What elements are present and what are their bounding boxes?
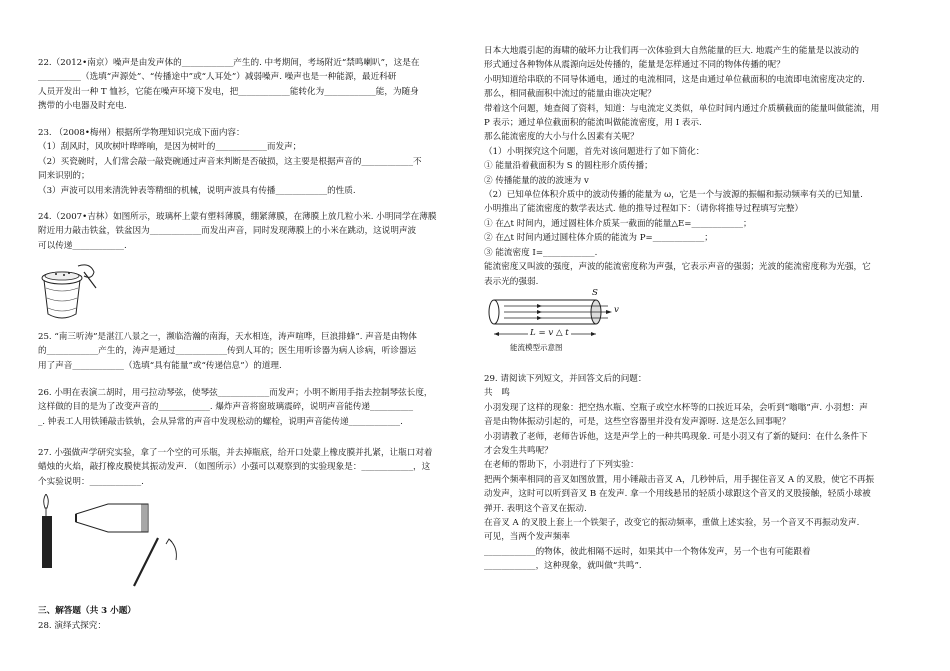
question-28	[38, 619, 466, 633]
q25-line: 的____________产生的，涛声是通过____________传到人耳的；医生用听诊器为病人诊病，听诊器运	[38, 346, 417, 357]
question-24	[38, 210, 466, 253]
q28-title: 28. 演绎式探究：	[38, 621, 106, 631]
q27-line: 蜡烛的火焰，敲打橡皮膜使其振动发声. （如图所示）小强可以观察到的实验现象是：____________，这	[38, 462, 431, 473]
q29-line: 弹开. 表明这个音叉在振动.	[484, 503, 587, 514]
question-26	[38, 386, 466, 429]
passage-line: ① 能量沿着截面积为 S 的圆柱形介质传播；	[484, 161, 653, 172]
passage-line: 带着这个问题，她查阅了资料，知道：与电流定义类似，单位时间内通过介质横截面的能量叫做能流，用	[484, 103, 880, 114]
right-column	[484, 0, 914, 671]
q29-line: ____________的物体，彼此相隔不远时，如果其中一个物体发声，另一个也有可能跟着	[484, 546, 811, 557]
q29-line: 才会发生共鸣呢？	[484, 446, 553, 457]
passage-line: ② 在△t 时间内通过圆柱体介质的能流为 P=____________；	[484, 233, 713, 244]
q25-line: 用了声音____________（选填“具有能量”或“传递信息”）的道理.	[38, 360, 282, 371]
section-3-heading	[38, 604, 466, 618]
left-column	[38, 0, 466, 671]
q29-line: 29. 请阅读下列短文，并回答文后的问题：	[484, 374, 647, 384]
passage-line: 小明推出了能流密度的数学表达式. 他的推导过程如下：（请你将推导过程填写完整）	[484, 204, 804, 215]
q22-line: __________（选填“声源处”、“传播途中”或“人耳处”）减弱噪声. 噪声也是一种能源，最近科研	[38, 72, 397, 83]
q29-line: 共 鸣	[484, 388, 510, 399]
label-length: L = v △ t	[528, 326, 571, 340]
q29-line: 在音叉 A 的叉股上套上一个铁架子，改变它的振动频率，重做上述实验，另一个音叉不再振动发声.	[484, 518, 860, 529]
passage-line: ③ 能流密度 I=____________.	[484, 247, 598, 258]
glass-cup-figure	[38, 258, 98, 324]
passage-line: ② 传播能量的波的波速为 v	[484, 175, 589, 186]
q23-line: 同来识别的；	[38, 171, 90, 182]
question-25	[38, 330, 466, 373]
passage-line: ① 在△t 时间内，通过圆柱体介质某一截面的能量△E=____________；	[484, 218, 752, 229]
section-title: 三、解答题（共 3 小题）	[38, 606, 136, 616]
q24-line: 24.（2007•吉林）如图所示，玻璃杯上蒙有塑料薄膜，绷紧薄膜，在薄膜上放几粒小米. 小明同学在薄膜	[38, 212, 437, 222]
q22-line: 22.（2012•南京）噪声是由发声体的____________产生的. 中考期间，考场附近“禁鸣喇叭”，这是在	[38, 58, 420, 68]
q29-line: 小羽请教了老师，老师告诉他，这是声学上的一种共鸣现象. 可是小羽又有了新的疑问：在什么条件下	[484, 431, 868, 442]
q29-line: 音是由物体振动引起的，可是，这些空容器里并没有发声源呀. 这是怎么回事呢？	[484, 417, 791, 428]
q28-passage	[484, 44, 914, 289]
passage-line: P 表示；通过单位截面积的能流叫做能流密度，用 I 表示.	[484, 118, 702, 129]
q26-line: 这样做的目的是为了改变声音的____________. 爆炸声音将窗玻璃震碎，说明声音能传递__________	[38, 402, 413, 413]
q24-line: 可以传递____________.	[38, 240, 127, 251]
q22-line: 人员开发出一种 T 恤衫，它能在噪声环境下发电，把____________能转化为____________能，为随身	[38, 86, 419, 97]
candle-bottle-figure	[38, 494, 188, 590]
q23-line: （2）买瓷碗时，人们常会敲一敲瓷碗通过声音来判断是否破损，这主要是根据声音的____________不	[38, 156, 422, 167]
passage-line: 那么，相同截面积中流过的能量由谁决定呢？	[484, 89, 656, 100]
passage-line: 能流密度又叫波的强度，声波的能流密度称为声强，它表示声音的强弱；光波的能流密度称为光强，它	[484, 262, 871, 273]
question-29	[484, 372, 914, 574]
energy-flow-figure	[484, 288, 624, 354]
q26-line: _. 钟表工人用铁锤敲击铁轨，会从异常的声音中发现松动的螺栓，说明声音能传递____________.	[38, 416, 403, 427]
passage-line: 那么能流密度的大小与什么因素有关呢？	[484, 132, 639, 143]
passage-line: 形式通过各种物体从震源向远处传播的，能量是怎样通过不同的物体传播的呢？	[484, 60, 785, 71]
q25-line: 25. “南三听涛”是湛江八景之一，濒临浩瀚的南海，天水相连，涛声喧哗，巨浪排蜂”. 声音是由物体	[38, 332, 417, 342]
q26-line: 26. 小明在表演二胡时，用弓拉动琴弦，使琴弦____________而发声；小明不断用手指去控制琴弦长度，	[38, 388, 433, 398]
label-s: S	[592, 288, 598, 298]
passage-line: （1）小明探究这个问题，首先对该问题进行了如下简化：	[484, 146, 705, 157]
passage-line: 小明知道给串联的不同导体通电，通过的电流相同，这是由通过单位截面积的电流即电流密度决定的.	[484, 74, 865, 85]
q23-line: （1）刮风时，风吹树叶哗哗响，是因为树叶的____________而发声；	[38, 142, 302, 153]
q27-line: 27. 小强做声学研究实验，拿了一个空的可乐瓶，并去掉瓶底，给开口处蒙上橡皮膜并扎紧，让瓶口对着	[38, 448, 433, 458]
question-23	[38, 126, 466, 198]
figure-caption: 能流模型示意图	[510, 343, 563, 352]
q29-line: 把两个频率相同的音叉如图放置，用小锤敲击音叉 A，几秒钟后，用手握住音叉 A 的叉股，使它不再振	[484, 474, 875, 485]
passage-line: （2）已知单位体积介质中的波动传播的能量为 ω，它是一个与波源的振幅和振动频率有关的已知量.	[484, 190, 863, 201]
q27-line: 个实验说明：____________.	[38, 476, 144, 487]
q29-line: 动发声，这时可以听到音叉 B 在发声. 拿一个用线悬吊的轻质小球跟这个音叉的叉股接触，轻质小球被	[484, 489, 871, 500]
q23-line: 23. （2008•梅州）根据所学物理知识完成下面内容：	[38, 128, 245, 138]
passage-line: 表示光的强弱.	[484, 276, 539, 287]
q29-line: 小羽发现了这样的现象：把空热水瓶、空瓶子或空水杯等的口挨近耳朵，会听到“嗡嗡”声. 小羽想：声	[484, 402, 868, 413]
q23-line: （3）声波可以用来清洗钟表等精细的机械，说明声波具有传播____________的性质.	[38, 185, 356, 196]
question-27	[38, 446, 466, 489]
label-v: v	[614, 305, 619, 315]
question-22	[38, 56, 466, 114]
q22-line: 携带的小电器及时充电.	[38, 101, 127, 112]
q29-line: 在老师的帮助下，小羽进行了下列实验：	[484, 460, 639, 471]
passage-line: 日本大地震引起的海啸的破坏力让我们再一次体验到大自然能量的巨大. 地震产生的能量是以波动的	[484, 46, 859, 56]
q29-line: 可见，当两个发声频率	[484, 532, 570, 543]
q24-line: 附近用力敲击铁盆，铁盆因为____________而发出声音，同时发现薄膜上的小米在跳动，这说明声波	[38, 226, 417, 237]
q29-line: ____________，这种现象，就叫做“共鸣”.	[484, 561, 642, 572]
